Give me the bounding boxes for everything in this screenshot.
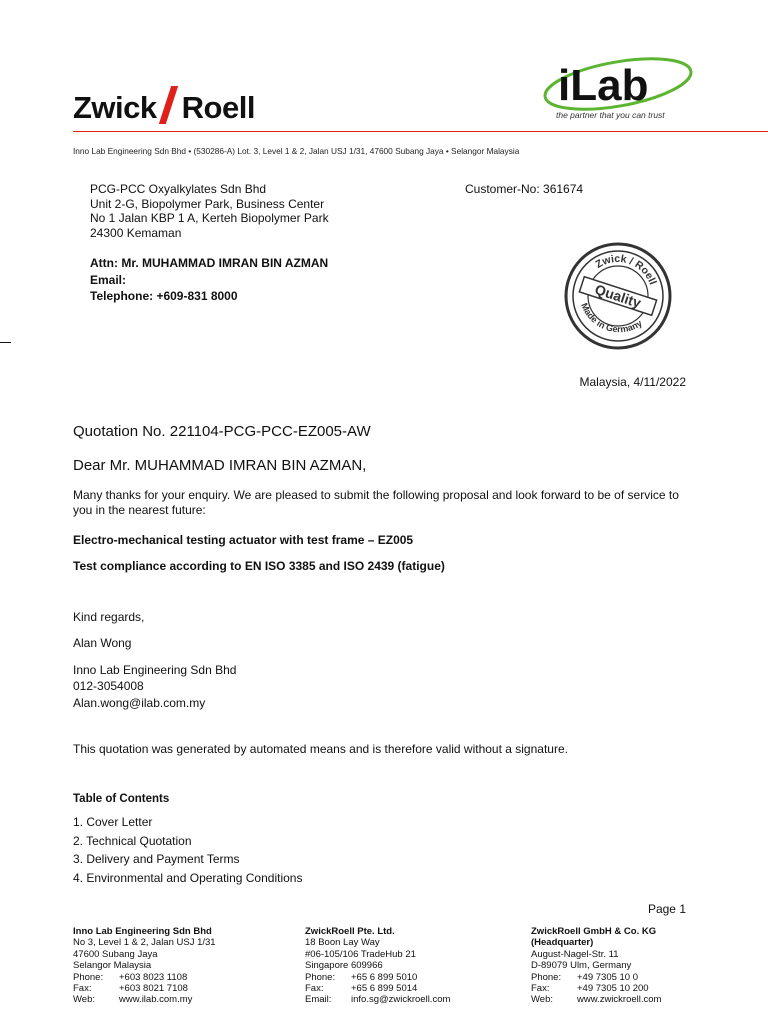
offer-item: Test compliance according to EN ISO 3385 and ISO 2439 (fatigue) — [73, 559, 445, 573]
fold-mark — [0, 342, 11, 343]
signer-email[interactable]: Alan.wong@ilab.com.my — [73, 695, 206, 710]
stamp-bottom-text: Made in Germany — [579, 301, 644, 335]
footer-value: +49 7305 10 0 — [577, 971, 639, 983]
footer-value: +65 6 899 5014 — [351, 983, 418, 995]
footer-web — [531, 994, 661, 1005]
footer-phone — [73, 972, 216, 983]
intro-paragraph: Many thanks for your enquiry. We are pleased to submit the following proposal and look forward to be of service to you in the nearest future: — [73, 488, 679, 517]
footer-address: Selangor Malaysia — [73, 960, 152, 972]
footer-col-headquarter — [531, 926, 661, 1006]
logo-slash — [158, 86, 177, 124]
toc-item: 3. Delivery and Payment Terms — [73, 852, 240, 866]
signer-details — [73, 662, 236, 711]
toc-title: Table of Contents — [73, 793, 170, 805]
footer-col-inno-lab — [73, 926, 216, 1006]
footer-address: Singapore 609966 — [305, 960, 383, 972]
footer-fax — [73, 983, 216, 994]
quality-stamp — [564, 242, 672, 350]
footer-address: #06-105/106 TradeHub 21 — [305, 948, 416, 960]
footer-link[interactable]: www.zwickroell.com — [577, 994, 662, 1006]
footer-label: Email: — [305, 994, 332, 1006]
address-line: No 1 Jalan KBP 1 A, Kerteh Biopolymer Park — [90, 211, 329, 225]
stamp-top-text: Zwick / Roell — [593, 252, 659, 287]
footer-phone — [305, 972, 450, 983]
footer-label: Phone: — [305, 971, 336, 983]
footer-label: Web: — [531, 994, 554, 1006]
address-line: Unit 2-G, Biopolymer Park, Business Center — [90, 196, 325, 211]
signer-name: Alan Wong — [73, 636, 132, 650]
ilab-tagline: the partner that you can trust — [556, 110, 665, 120]
footer-address: D-89079 Ulm, Germany — [531, 960, 632, 972]
letter-date: Malaysia, 4/11/2022 — [579, 375, 686, 389]
footer-label: Phone: — [531, 971, 562, 983]
sender-line: Inno Lab Engineering Sdn Bhd • (530286-A) Lot. 3, Level 1 & 2, Jalan USJ 1/31, 47600 Subang Jaya • Selangor Malaysia — [73, 146, 520, 156]
footer-address: No 3, Level 1 & 2, Jalan USJ 1/31 — [73, 937, 216, 949]
footer-link[interactable]: info.sg@zwickroell.com — [351, 994, 451, 1006]
toc-list — [73, 813, 302, 887]
closing: Kind regards, — [73, 610, 145, 624]
footer-fax — [531, 983, 661, 994]
footer-value: +65 6 899 5010 — [351, 971, 418, 983]
logo-roell-text: Roell — [181, 90, 255, 125]
signer-phone: 012-3054008 — [73, 679, 144, 694]
stamp-center-text: Quality — [592, 281, 644, 311]
footer-label: Fax: — [305, 983, 324, 995]
footer-value: +603 8021 7108 — [119, 983, 188, 995]
footer-col-singapore — [305, 926, 450, 1006]
telephone-line: Telephone: +609-831 8000 — [90, 289, 238, 303]
toc-item: 4. Environmental and Operating Conditions — [73, 870, 303, 885]
toc-item: 2. Technical Quotation — [73, 833, 192, 848]
footer-company: ZwickRoell Pte. Ltd. — [305, 926, 395, 937]
footer-value: +49 7305 10 200 — [577, 983, 649, 995]
page-number: Page 1 — [647, 902, 686, 916]
footer-phone — [531, 972, 661, 983]
salutation: Dear Mr. MUHAMMAD IMRAN BIN AZMAN, — [73, 457, 367, 474]
customer-number: Customer-No: 361674 — [465, 182, 584, 196]
footer-value: +603 8023 1108 — [119, 971, 188, 983]
footer-company: Inno Lab Engineering Sdn Bhd — [73, 926, 212, 937]
footer-company: ZwickRoell GmbH & Co. KG — [531, 926, 657, 937]
footer-label: Fax: — [531, 983, 550, 995]
address-line: PCG-PCC Oxyalkylates Sdn Bhd — [90, 182, 267, 196]
signer-company: Inno Lab Engineering Sdn Bhd — [73, 663, 237, 677]
ilab-logo-text: iLab — [558, 61, 649, 110]
footer-address: August-Nagel-Str. 11 — [531, 948, 619, 960]
footer-address: 47600 Subang Jaya — [73, 948, 158, 960]
footer-email — [305, 994, 450, 1005]
logo-zwick-text: Zwick — [73, 90, 157, 125]
footer-label: Fax: — [73, 983, 92, 995]
email-line: Email: — [90, 272, 127, 287]
footer-label: Web: — [73, 994, 96, 1006]
offer-item: Electro-mechanical testing actuator with test frame – EZ005 — [73, 533, 414, 547]
address-line: 24300 Kemaman — [90, 225, 182, 240]
footer-link[interactable]: www.ilab.com.my — [119, 994, 193, 1006]
toc-item: 1. Cover Letter — [73, 815, 153, 829]
attn-line: Attn: Mr. MUHAMMAD IMRAN BIN AZMAN — [90, 256, 329, 270]
automation-note: This quotation was generated by automated means and is therefore valid without a signature. — [73, 742, 568, 756]
footer-fax — [305, 983, 450, 994]
zwickroell-logo — [73, 86, 255, 126]
quotation-number: Quotation No. 221104-PCG-PCC-EZ005-AW — [73, 423, 371, 440]
footer-label: Phone: — [73, 971, 104, 983]
header-divider — [73, 131, 768, 132]
footer-address: 18 Boon Lay Way — [305, 937, 380, 949]
footer-company-note: (Headquarter) — [531, 937, 594, 949]
footer-web — [73, 994, 216, 1005]
recipient-address — [90, 182, 329, 240]
recipient-contact — [90, 255, 328, 305]
